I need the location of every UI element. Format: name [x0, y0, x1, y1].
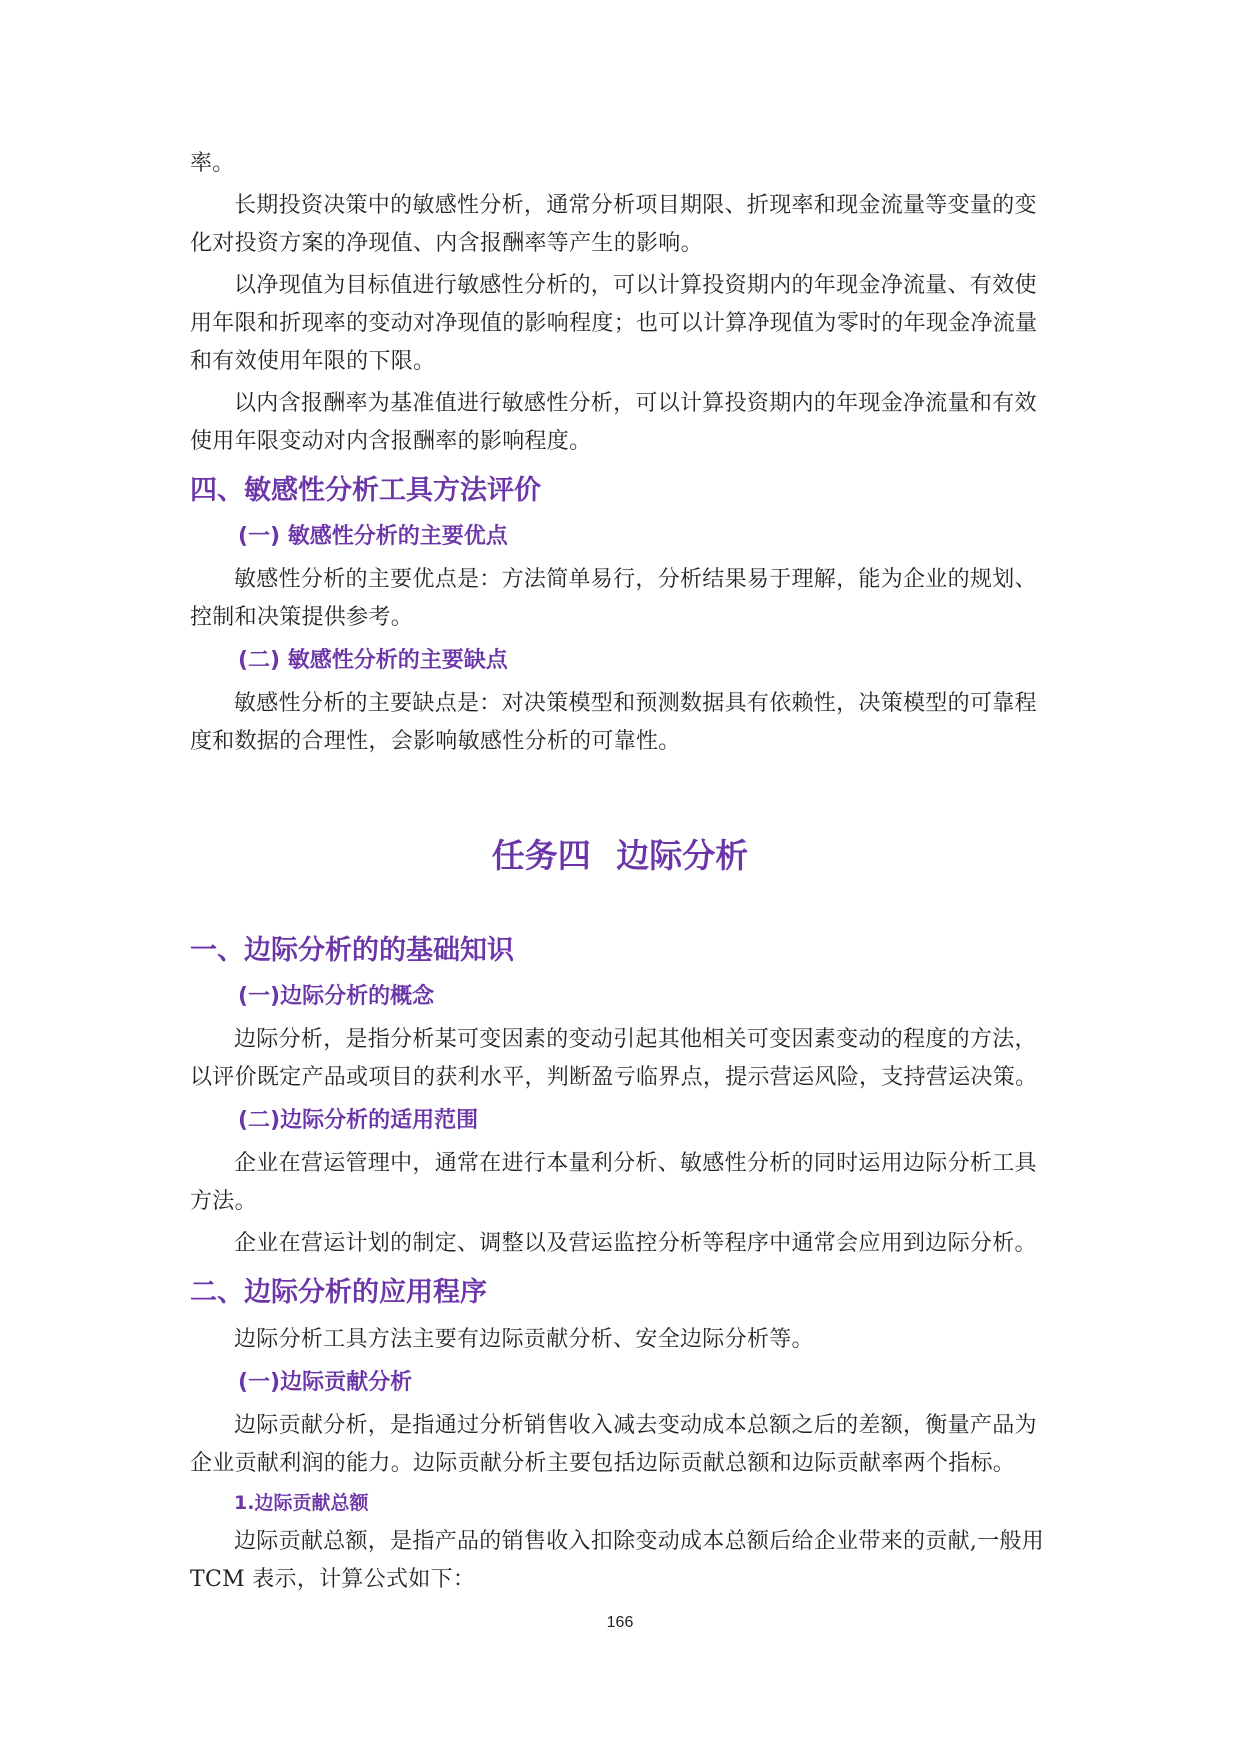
subsection-heading: (一)边际贡献分析 [238, 1370, 413, 1395]
paragraph: 敏感性分析的主要缺点是：对决策模型和预测数据具有依赖性，决策模型的可靠程度和数据的合理性，会影响敏感性分析的可靠性。 [190, 691, 1037, 754]
paragraph: 边际贡献分析，是指通过分析销售收入减去变动成本总额之后的差额，衡量产品为企业贡献利润的能力。边际贡献分析主要包括边际贡献总额和边际贡献率两个指标。 [190, 1413, 1037, 1476]
subsection-heading: (二)边际分析的适用范围 [238, 1108, 479, 1133]
paragraph: 长期投资决策中的敏感性分析，通常分析项目期限、折现率和现金流量等变量的变化对投资方案的净现值、内含报酬率等产生的影响。 [190, 193, 1037, 256]
paragraph: 率。 [190, 151, 235, 176]
page-content [190, 145, 1050, 1603]
section-heading: 四、敏感性分析工具方法评价 [190, 475, 541, 506]
paragraph: 企业在营运计划的制定、调整以及营运监控分析等程序中通常会应用到边际分析。 [234, 1231, 1037, 1256]
task-title: 任务四 边际分析 [491, 836, 749, 875]
paragraph: 边际分析，是指分析某可变因素的变动引起其他相关可变因素变动的程度的方法，以评价既定产品或项目的获利水平，判断盈亏临界点，提示营运风险，支持营运决策。 [190, 1027, 1038, 1090]
page-number: 166 [606, 1614, 634, 1631]
paragraph: 以净现值为目标值进行敏感性分析的，可以计算投资期内的年现金净流量、有效使用年限和折现率的变动对净现值的影响程度；也可以计算净现值为零时的年现金净流量和有效使用年限的下限。 [190, 273, 1038, 374]
section-heading: 一、边际分析的的基础知识 [190, 935, 514, 966]
subsection-heading: (一)边际分析的概念 [238, 984, 435, 1009]
subsection-heading: (二) 敏感性分析的主要缺点 [238, 648, 508, 673]
paragraph: 边际分析工具方法主要有边际贡献分析、安全边际分析等。 [234, 1327, 814, 1352]
paragraph: 边际贡献总额，是指产品的销售收入扣除变动成本总额后给企业带来的贡献,一般用TCM 表示，计算公式如下： [190, 1529, 1045, 1592]
paragraph: 敏感性分析的主要优点是：方法简单易行，分析结果易于理解，能为企业的规划、控制和决策提供参考。 [190, 567, 1037, 630]
item-heading: 1.边际贡献总额 [234, 1492, 369, 1514]
subsection-heading: (一) 敏感性分析的主要优点 [238, 524, 508, 549]
paragraph: 企业在营运管理中，通常在进行本量利分析、敏感性分析的同时运用边际分析工具方法。 [190, 1151, 1037, 1214]
paragraph: 以内含报酬率为基准值进行敏感性分析，可以计算投资期内的年现金净流量和有效使用年限变动对内含报酬率的影响程度。 [190, 391, 1037, 454]
section-heading: 二、边际分析的应用程序 [190, 1277, 487, 1308]
